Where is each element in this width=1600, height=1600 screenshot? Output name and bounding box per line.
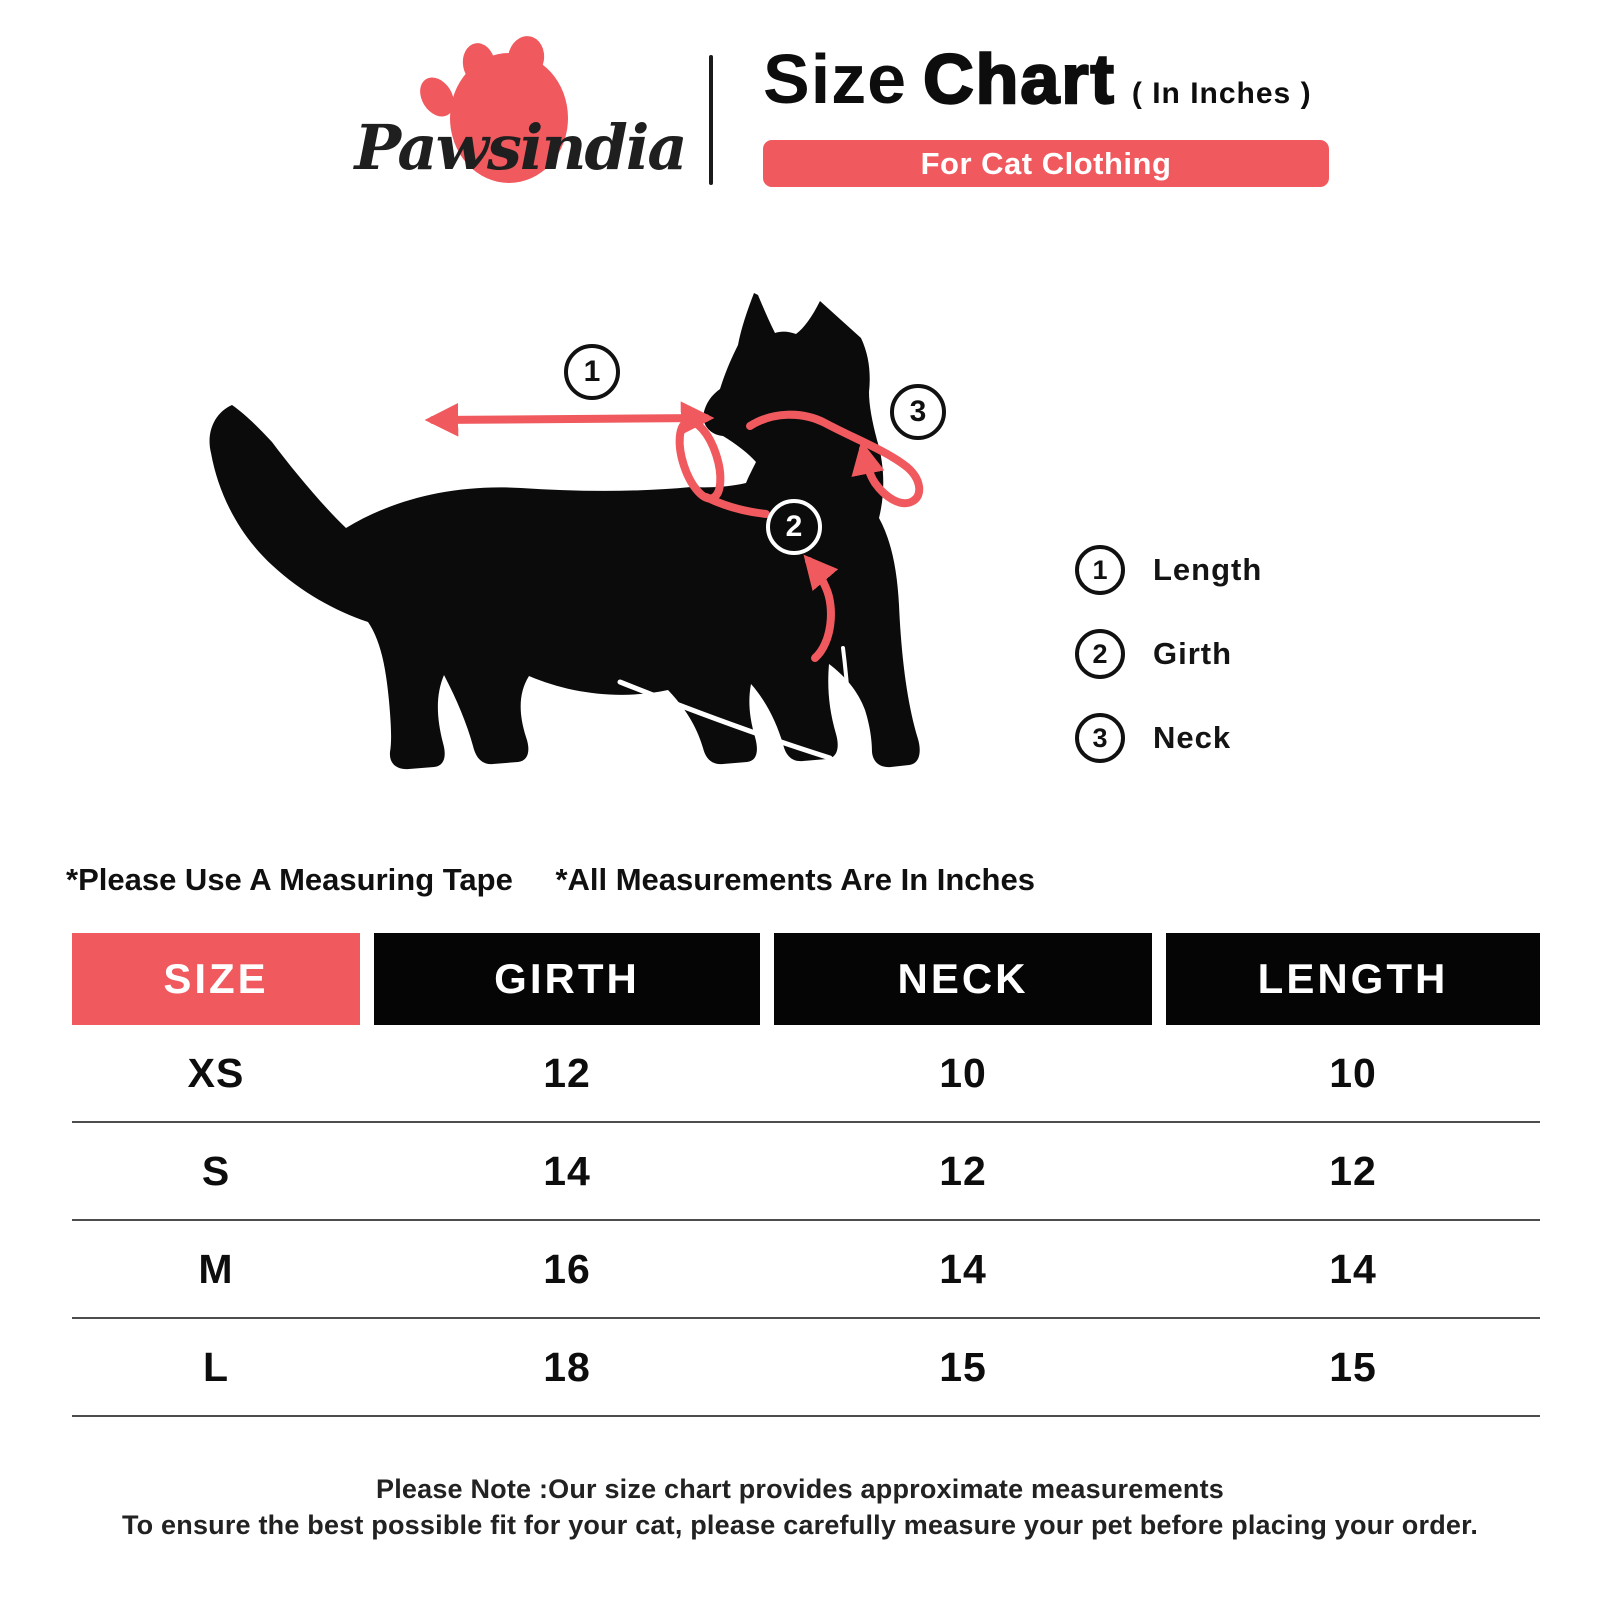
footer-note — [0, 1474, 1600, 1541]
size-cell: M — [198, 1245, 234, 1292]
table-row-xs — [72, 1025, 1540, 1123]
column-header-size: SIZE — [72, 933, 360, 1025]
legend-number: 2 — [1092, 638, 1108, 669]
legend-number: 3 — [1092, 722, 1108, 753]
table-row-l — [72, 1319, 1540, 1417]
table-row-m — [72, 1221, 1540, 1319]
legend-number: 1 — [1092, 554, 1108, 585]
column-header-neck: NECK — [774, 933, 1152, 1025]
length-cell: 14 — [1329, 1245, 1377, 1292]
length-arrow — [433, 418, 706, 420]
girth-cell: 18 — [543, 1343, 591, 1390]
footer-line-2: To ensure the best possible fit for your cat, please carefully measure your pet before placing your order. — [121, 1510, 1479, 1540]
marker-3-number: 3 — [909, 395, 927, 428]
marker-1-number: 1 — [583, 355, 601, 388]
measuring-note — [66, 862, 1035, 898]
marker-2-number: 2 — [785, 510, 803, 543]
diagram-marker-1 — [564, 344, 620, 400]
table-row-s — [72, 1123, 1540, 1221]
column-header-girth: GIRTH — [374, 933, 760, 1025]
legend-circle-1 — [1075, 545, 1125, 595]
size-cell: L — [202, 1343, 230, 1390]
length-cell: 15 — [1329, 1343, 1377, 1390]
note-measuring-tape: *Please Use A Measuring Tape — [66, 862, 513, 897]
legend-item-length — [1075, 545, 1262, 595]
subtitle-banner: For Cat Clothing — [763, 140, 1329, 187]
legend-item-neck — [1075, 713, 1262, 763]
neck-cell: 12 — [939, 1147, 987, 1194]
length-cell: 10 — [1329, 1049, 1377, 1096]
girth-cell: 16 — [543, 1245, 591, 1292]
legend-item-girth — [1075, 629, 1262, 679]
title-suffix-inches: ( In Inches ) — [1131, 77, 1312, 110]
measurement-legend — [1075, 545, 1262, 763]
size-table — [72, 933, 1540, 1417]
girth-cell: 12 — [543, 1049, 591, 1096]
girth-cell: 14 — [543, 1147, 591, 1194]
footer-line-1: Please Note :Our size chart provides approximate measurements — [375, 1474, 1224, 1504]
title-word-size: Size — [763, 40, 908, 118]
neck-cell: 14 — [939, 1245, 987, 1292]
diagram-marker-2 — [766, 499, 822, 555]
note-all-inches: *All Measurements Are In Inches — [555, 862, 1035, 897]
neck-cell: 10 — [939, 1049, 987, 1096]
brand-name: Pawsindia — [354, 111, 686, 184]
size-cell: S — [201, 1147, 231, 1194]
length-cell: 12 — [1329, 1147, 1377, 1194]
legend-label: Neck — [1153, 720, 1232, 755]
legend-label: Girth — [1153, 636, 1233, 671]
table-header-row — [72, 933, 1540, 1025]
table-body — [72, 1025, 1540, 1417]
size-cell: XS — [187, 1049, 245, 1096]
column-header-length: LENGTH — [1166, 933, 1540, 1025]
legend-circle-2 — [1075, 629, 1125, 679]
legend-circle-3 — [1075, 713, 1125, 763]
diagram-marker-3 — [890, 384, 946, 440]
neck-cell: 15 — [939, 1343, 987, 1390]
legend-label: Length — [1153, 552, 1263, 587]
title-word-chart: Chart — [923, 40, 1116, 118]
